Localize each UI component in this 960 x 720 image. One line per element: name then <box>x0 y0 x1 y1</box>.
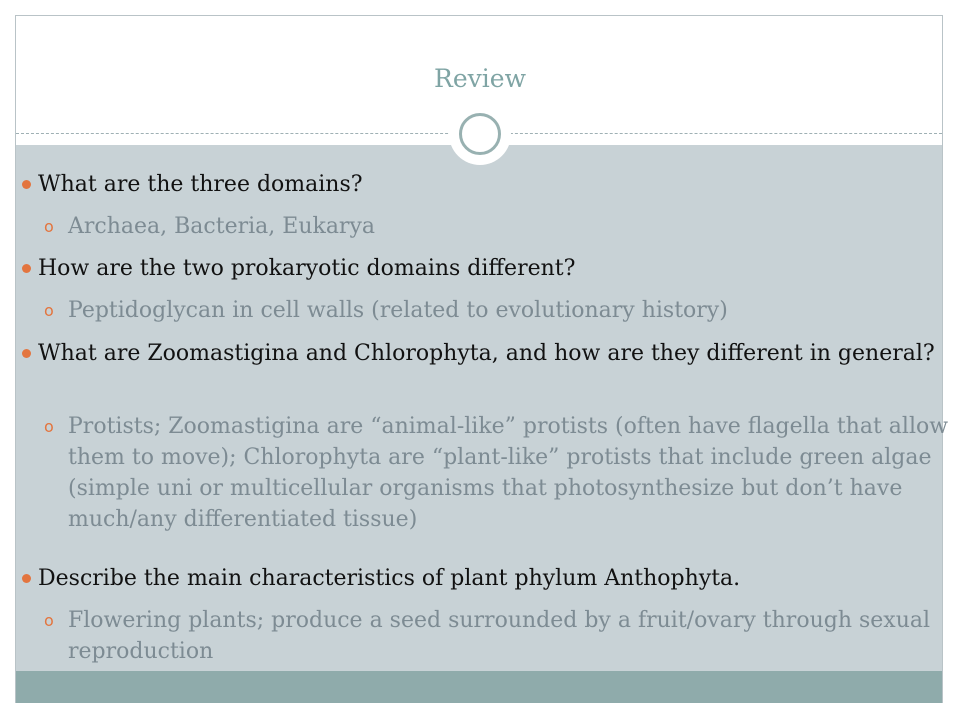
bullet-dot-icon <box>22 574 31 583</box>
bullet-dot-icon <box>22 349 31 358</box>
sub-bullet-icon: o <box>44 417 54 436</box>
bullet-dot-icon <box>22 264 31 273</box>
divider-circle-icon <box>449 103 511 165</box>
sub-bullet-icon: o <box>44 301 54 320</box>
sub-bullet-icon: o <box>44 611 54 630</box>
divider-circle-inner <box>459 113 501 155</box>
bullet-dot-icon <box>22 180 31 189</box>
slide-title: Review <box>434 64 526 93</box>
footer-bar <box>16 671 942 703</box>
sub-bullet-icon: o <box>44 217 54 236</box>
